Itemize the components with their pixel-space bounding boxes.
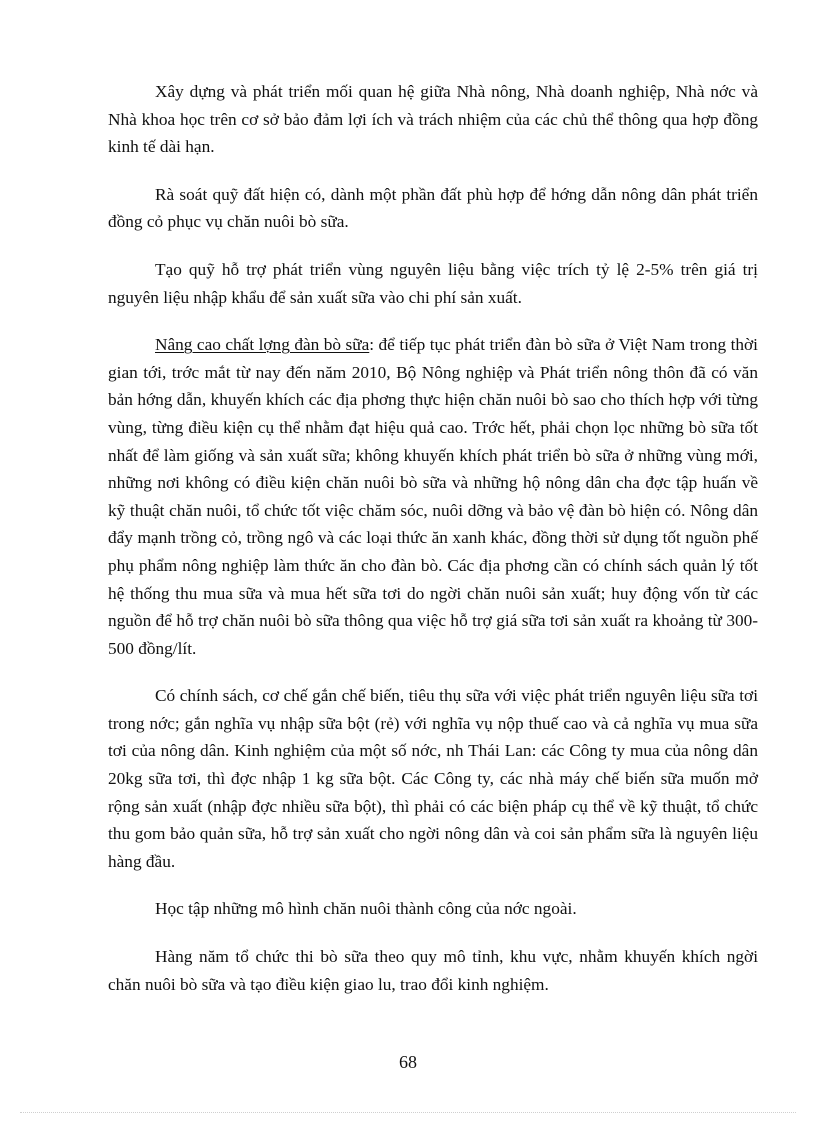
page-bottom-divider <box>20 1112 796 1113</box>
paragraph-cooperation: Xây dựng và phát triển mối quan hệ giữa Nhà nông, Nhà doanh nghiệp, Nhà nớc và Nhà khoa học trên cơ sở bảo đảm lợi ích và trách nhiệm của các chủ thể thông qua hợp đồng kinh tế dài hạn. <box>108 82 758 157</box>
paragraph-land-review: Rà soát quỹ đất hiện có, dành một phần đất phù hợp để hớng dẫn nông dân phát triển đồng cỏ phục vụ chăn nuôi bò sữa. <box>108 184 758 232</box>
paragraph-learning: Học tập những mô hình chăn nuôi thành công của nớc ngoài. <box>155 899 577 919</box>
paragraph-support-fund: Tạo quỹ hỗ trợ phát triển vùng nguyên liệu bằng việc trích tỷ lệ 2-5% trên giá trị nguyên liệu nhập khẩu để sản xuất sữa vào chi phí sản xuất. <box>108 259 758 307</box>
paragraph-policy: Có chính sách, cơ chế gắn chế biến, tiêu thụ sữa với việc phát triển nguyên liệu sữa tơi trong nớc; gắn nghĩa vụ nhập sữa bột (rẻ) với nghĩa vụ nộp thuế cao và cả nghĩa vụ mua sữa tơi của nông dân. Kinh nghiệm của một số nớc, nh Thái Lan: các Công ty mua của nông dân 20kg sữa tơi, thì đợc nhập 1 kg sữa bột. Các Công ty, các nhà máy chế biến sữa muốn mở rộng sản xuất (nhập đợc nhiều sữa bột), thì phải có các biện pháp cụ thể về kỹ thuật, tổ chức thu gom bảo quản sữa, hỗ trợ sản xuất cho ngời nông dân và coi sản phẩm sữa là nguyên liệu hàng đầu. <box>108 686 758 871</box>
paragraph-competition: Hàng năm tổ chức thi bò sữa theo quy mô tỉnh, khu vực, nhằm khuyến khích ngời chăn nuôi bò sữa và tạo điều kiện giao lu, trao đổi kinh nghiệm. <box>108 947 758 994</box>
section-lead-heading: Nâng cao chất lợng đàn bò sữa <box>155 335 370 355</box>
document-body <box>108 78 758 1018</box>
page-number: 68 <box>399 1052 417 1072</box>
paragraph-herd-quality: Nâng cao chất lợng đàn bò sữa: để tiếp tục phát triển đàn bò sữa ở Việt Nam trong thời gian tới, trớc mắt từ nay đến năm 2010, Bộ Nông nghiệp và Phát triển nông thôn đã có văn bản hớng dẫn, khuyến khích các địa phơng thực hiện chăn nuôi bò sao cho thích hợp với từng vùng, từng điều kiện cụ thể nhằm đạt hiệu quả cao. Trớc hết, phải chọn lọc những bò sữa tốt nhất để làm giống và sản xuất sữa; không khuyến khích phát triển bò sữa ở những vùng mới, những nơi không có điều kiện chăn nuôi bò sữa và những hộ nông dân cha đợc tập huấn về kỹ thuật chăn nuôi, tổ chức tốt việc chăm sóc, nuôi dỡng và bảo vệ đàn bò hiện có. Nông dân đẩy mạnh trồng cỏ, trồng ngô và các loại thức ăn xanh khác, đồng thời sử dụng tốt nguồn phế phụ phẩm nông nghiệp làm thức ăn cho đàn bò. Các địa phơng cần có chính sách quản lý tốt hệ thống thu mua sữa và mua hết sữa tơi do ngời chăn nuôi sản xuất; huy động vốn từ các nguồn để hỗ trợ chăn nuôi bò sữa thông qua việc hỗ trợ giá sữa tơi sản xuất ra khoảng từ 300-500 đồng/lít. <box>108 335 758 658</box>
